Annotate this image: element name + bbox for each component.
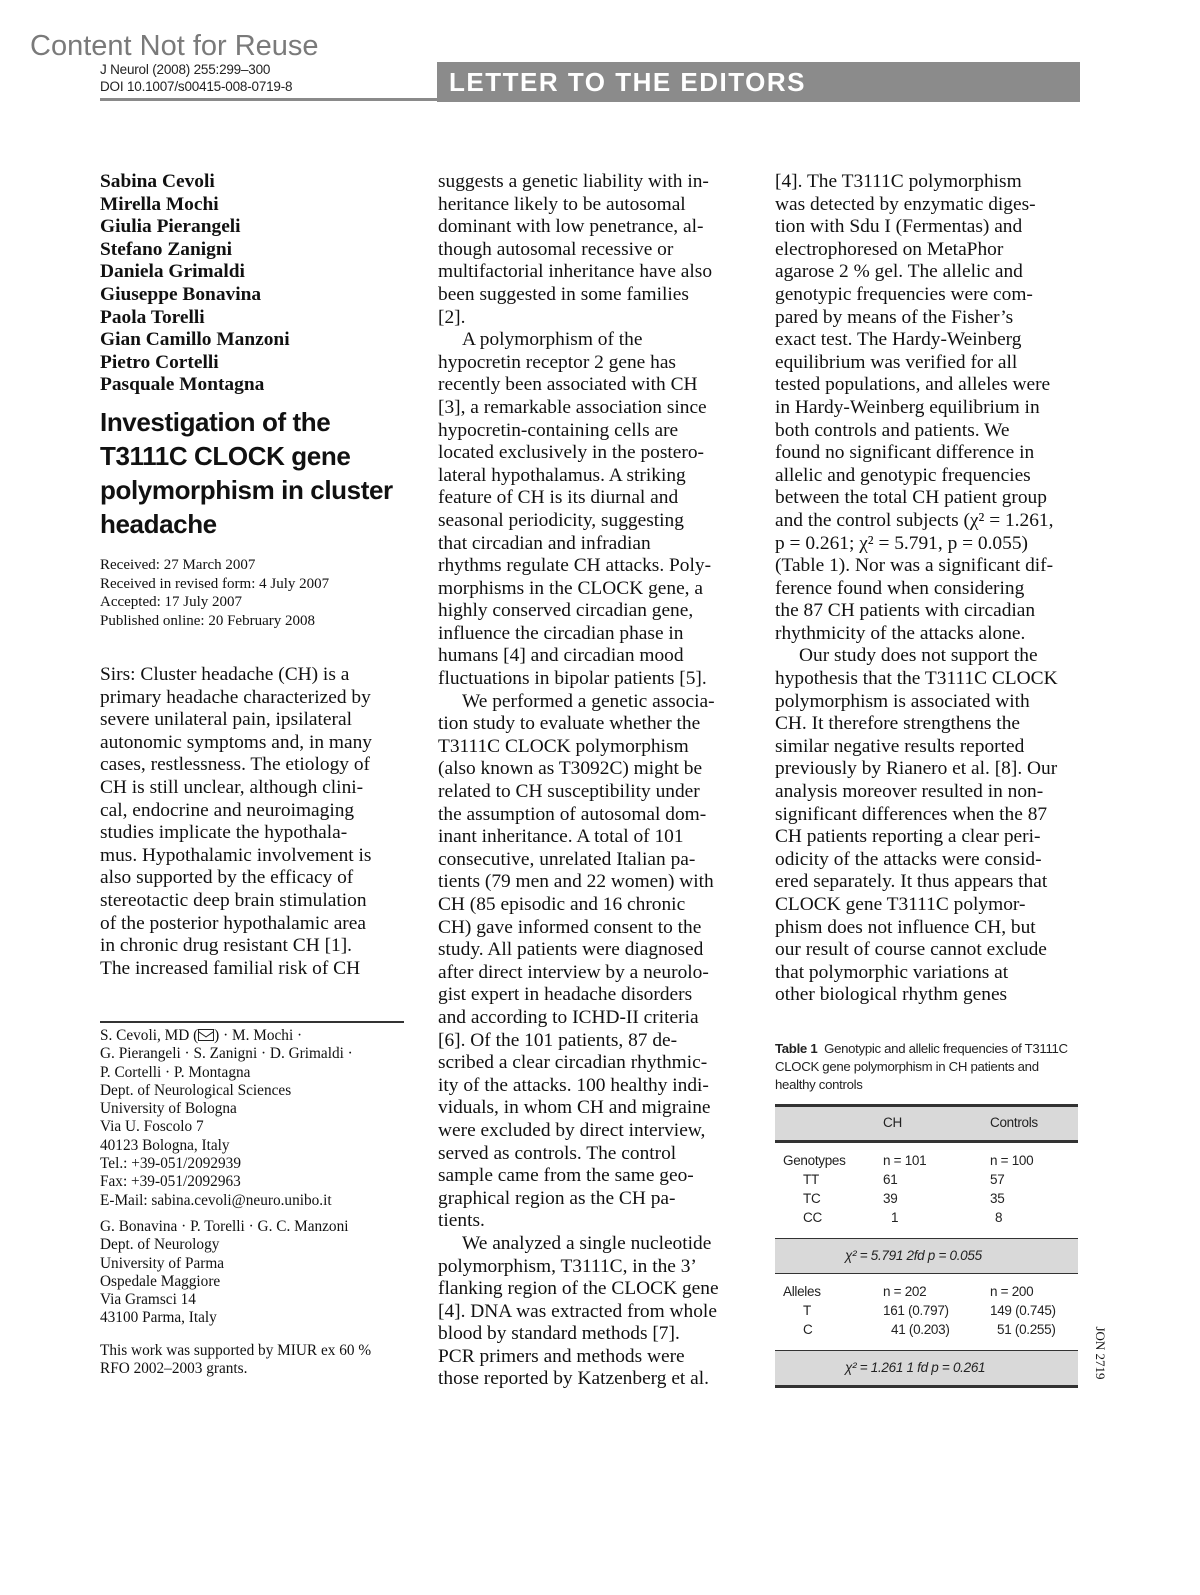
- article-title: [100, 405, 420, 541]
- author-name: Mirella Mochi: [100, 193, 219, 215]
- text-line: A polymorphism of the: [462, 329, 643, 351]
- table-cell: 51 (0.255): [997, 1322, 1056, 1337]
- text-line: of the posterior hypothalamic area: [100, 912, 366, 934]
- author-name: Gian Camillo Manzoni: [100, 329, 290, 351]
- text-line: pared by means of the Fisher’s: [775, 306, 1014, 328]
- author-name: Daniela Grimaldi: [100, 261, 245, 283]
- text-line: CH) gave informed consent to the: [438, 916, 702, 938]
- text-line: [4]. The T3111C polymorphism: [775, 171, 1022, 192]
- text-line: in chronic drug resistant CH [1].: [100, 935, 353, 957]
- text-line: humans [4] and circadian mood: [438, 645, 684, 667]
- text-line: related to CH susceptibility under: [438, 781, 700, 803]
- table-cell: χ² = 1.261 1 fd p = 0.261: [845, 1360, 986, 1375]
- corresponding-author-line: S. Cevoli, MD ( ) · M. Mochi ·: [100, 1027, 303, 1044]
- table-cell: 41 (0.203): [891, 1322, 950, 1337]
- text-line: hypocretin-containing cells are: [438, 419, 679, 441]
- text-line: ity of the attacks. 100 healthy indi-: [438, 1074, 709, 1096]
- text-line: genotypic frequencies were com-: [775, 283, 1033, 305]
- text-line: multifactorial inheritance have also: [438, 261, 713, 283]
- text-line: blood by standard methods [7].: [438, 1323, 680, 1345]
- frequency-table: [775, 1104, 1078, 1388]
- date-line: Published online: 20 February 2008: [100, 612, 315, 629]
- alleles-label: Alleles: [783, 1284, 821, 1299]
- text-line: CH (85 episodic and 16 chronic: [438, 894, 686, 915]
- text-line: dominant with low penetrance, al-: [438, 216, 704, 238]
- doi: DOI 10.1007/s00415-008-0719-8: [100, 79, 293, 94]
- text-line: cases, restlessness. The etiology of: [100, 754, 370, 776]
- body-column-2: [438, 171, 743, 1391]
- table-caption: Table 1 Genotypic and allelic frequencies of T3111C CLOCK gene polymorphism in CH patients and healthy controls: [775, 1041, 1068, 1092]
- title-line: headache: [100, 509, 217, 539]
- text-line: Our study does not support the: [799, 645, 1038, 667]
- table-cell: CC: [803, 1210, 822, 1225]
- alleles-statistic: [775, 1350, 1078, 1388]
- text-line: inant inheritance. A total of 101: [438, 826, 684, 848]
- text-line: and according to ICHD-II criteria: [438, 1006, 699, 1028]
- funding-line: RFO 2002–2003 grants.: [100, 1360, 248, 1378]
- text-line: cal, endocrine and neuroimaging: [100, 799, 355, 821]
- text-line: [3], a remarkable association since: [438, 396, 707, 418]
- table-header: [775, 1104, 1078, 1143]
- text-line: tion with Sdu I (Fermentas) and: [775, 216, 1023, 238]
- text-line: [6]. Of the 101 patients, 87 de-: [438, 1029, 678, 1051]
- title-line: polymorphism in cluster: [100, 475, 393, 505]
- text-line: electrophoresed on MetaPhor: [775, 238, 1004, 260]
- text-line: seasonal periodicity, suggesting: [438, 509, 684, 531]
- text-line: We performed a genetic associa-: [462, 690, 715, 712]
- paragraph: [438, 329, 743, 691]
- text-line: sample came from the same geo-: [438, 1165, 694, 1187]
- text-line: phism does not influence CH, but: [775, 916, 1036, 938]
- column-header-ch: CH: [883, 1115, 902, 1130]
- author-name: Giulia Pierangeli: [100, 216, 241, 238]
- affiliation-line: 43100 Parma, Italy: [100, 1309, 217, 1327]
- affiliation-line: Fax: +39-051/2092963: [100, 1173, 241, 1191]
- text-line: flanking region of the CLOCK gene: [438, 1278, 719, 1300]
- text-line: odicity of the attacks were consid-: [775, 848, 1042, 870]
- text-line: the 87 CH patients with circadian: [775, 600, 1036, 622]
- text-line: morphisms in the CLOCK gene, a: [438, 577, 703, 599]
- affiliation-line: Via U. Foscolo 7: [100, 1118, 204, 1136]
- table-cell: n = 100: [990, 1153, 1034, 1168]
- text-line: rhythms regulate CH attacks. Poly-: [438, 555, 712, 577]
- affiliation-rule: [100, 1021, 404, 1023]
- text-line: in Hardy-Weinberg equilibrium in: [775, 396, 1040, 418]
- body-column-3: [775, 171, 1080, 1007]
- author-name: Stefano Zanigni: [100, 238, 232, 260]
- text-line: gist expert in headache disorders: [438, 984, 693, 1006]
- text-line: PCR primers and methods were: [438, 1345, 685, 1367]
- text-line: studies implicate the hypothala-: [100, 822, 348, 844]
- text-line: Sirs: Cluster headache (CH) is a: [100, 664, 350, 685]
- author-name: Paola Torelli: [100, 306, 205, 328]
- paragraph: [438, 171, 743, 329]
- text-line: that circadian and infradian: [438, 532, 651, 554]
- watermark: Content Not for Reuse: [30, 30, 319, 62]
- text-line: other biological rhythm genes: [775, 984, 1008, 1006]
- text-line: tested populations, and alleles were: [775, 374, 1051, 396]
- text-line: T3111C CLOCK polymorphism: [438, 735, 689, 757]
- side-code: JON 2719: [1093, 1326, 1108, 1380]
- paragraph: [775, 645, 1080, 1007]
- text-line: rhythmicity of the attacks alone.: [775, 622, 1026, 644]
- column-header-controls: Controls: [990, 1115, 1038, 1130]
- text-line: CH. It therefore strengthens the: [775, 713, 1020, 735]
- text-line: significant differences when the 87: [775, 803, 1048, 825]
- text-line: stereotactic deep brain stimulation: [100, 889, 367, 911]
- alleles-block: [775, 1274, 1078, 1350]
- date-line: Accepted: 17 July 2007: [100, 594, 243, 610]
- affiliation-line: Dept. of Neurological Sciences: [100, 1081, 292, 1099]
- text-line: tients (79 men and 22 women) with: [438, 871, 714, 893]
- text-line: p = 0.261; χ² = 5.791, p = 0.055): [775, 532, 1028, 554]
- title-line: Investigation of the: [100, 407, 331, 437]
- text-line: suggests a genetic liability with in-: [438, 171, 709, 192]
- author-list: [100, 171, 420, 397]
- affiliations: [100, 1027, 371, 1378]
- table-cell: 161 (0.797): [883, 1303, 949, 1318]
- text-line: We analyzed a single nucleotide: [462, 1232, 712, 1254]
- text-line: our result of course cannot exclude: [775, 939, 1047, 961]
- affiliation-line: Ospedale Maggiore: [100, 1272, 221, 1290]
- header-rule: [100, 98, 440, 101]
- text-line: and the control subjects (χ² = 1.261,: [775, 509, 1054, 531]
- text-line: that polymorphic variations at: [775, 961, 1009, 983]
- genotypes-statistic: [775, 1238, 1078, 1274]
- journal-citation: J Neurol (2008) 255:299–300: [100, 62, 271, 77]
- date-line: Received in revised form: 4 July 2007: [100, 575, 330, 592]
- text-line: primary headache characterized by: [100, 686, 371, 708]
- text-line: between the total CH patient group: [775, 487, 1047, 509]
- affiliation-line: Dept. of Neurology: [100, 1236, 220, 1254]
- date-line: Received: 27 March 2007: [100, 557, 256, 573]
- text-line: though autosomal recessive or: [438, 238, 674, 260]
- text-line: were excluded by direct interview,: [438, 1119, 706, 1141]
- text-line: hypothesis that the T3111C CLOCK: [775, 668, 1058, 690]
- text-line: found no significant difference in: [775, 442, 1035, 464]
- text-line: was detected by enzymatic diges-: [775, 193, 1036, 215]
- text-line: [4]. DNA was extracted from whole: [438, 1300, 717, 1322]
- text-line: feature of CH is its diurnal and: [438, 487, 679, 509]
- text-line: both controls and patients. We: [775, 419, 1010, 441]
- affiliation-line: Via Gramsci 14: [100, 1291, 196, 1309]
- text-line: also supported by the efficacy of: [100, 867, 354, 889]
- table-cell: 39: [883, 1191, 898, 1206]
- text-line: equilibrium was verified for all: [775, 351, 1018, 373]
- table-cell: 1: [891, 1210, 899, 1225]
- text-line: located exclusively in the postero-: [438, 442, 704, 464]
- text-line: tion study to evaluate whether the: [438, 713, 701, 735]
- affiliation-line: P. Cortelli · P. Montagna: [100, 1063, 251, 1081]
- title-line: T3111C CLOCK gene: [100, 441, 351, 471]
- text-line: allelic and genotypic frequencies: [775, 464, 1031, 486]
- text-line: severe unilateral pain, ipsilateral: [100, 709, 352, 731]
- text-line: (Table 1). Nor was a significant dif-: [775, 555, 1054, 577]
- table-cell: 149 (0.745): [990, 1303, 1056, 1318]
- genotypes-block: [775, 1143, 1078, 1238]
- funding-line: This work was supported by MIUR ex 60 %: [100, 1341, 372, 1359]
- text-line: influence the circadian phase in: [438, 622, 684, 644]
- affiliation-line: G. Pierangeli · S. Zanigni · D. Grimaldi ·: [100, 1045, 353, 1063]
- table-cell: χ² = 5.791 2fd p = 0.055: [845, 1248, 982, 1263]
- text-line: fluctuations in bipolar patients [5].: [438, 668, 707, 690]
- text-line: tients.: [438, 1210, 485, 1232]
- affiliation-line: Tel.: +39-051/2092939: [100, 1155, 241, 1173]
- text-line: agarose 2 % gel. The allelic and: [775, 261, 1023, 283]
- author-name: Giuseppe Bonavina: [100, 283, 262, 305]
- text-line: viduals, in whom CH and migraine: [438, 1097, 711, 1119]
- table-cell: TC: [803, 1191, 821, 1206]
- table-cell: 35: [990, 1191, 1005, 1206]
- text-line: consecutive, unrelated Italian pa-: [438, 848, 696, 870]
- journal-reference: [100, 61, 292, 95]
- text-line: scribed a clear circadian rhythmic-: [438, 1052, 708, 1074]
- text-line: hypocretin receptor 2 gene has: [438, 351, 676, 373]
- section-banner: LETTER TO THE EDITORS: [437, 62, 1080, 102]
- text-line: served as controls. The control: [438, 1142, 677, 1164]
- table-cell: n = 101: [883, 1153, 927, 1168]
- text-line: the assumption of autosomal dom-: [438, 803, 707, 825]
- table-cell: 57: [990, 1172, 1005, 1187]
- paragraph: [438, 1233, 743, 1391]
- table-cell: n = 202: [883, 1284, 927, 1299]
- text-line: [2].: [438, 306, 466, 328]
- text-line: ference found when considering: [775, 577, 1025, 599]
- table-cell: 61: [883, 1172, 898, 1187]
- author-name: Sabina Cevoli: [100, 171, 215, 192]
- affiliation-line: G. Bonavina · P. Torelli · G. C. Manzoni: [100, 1217, 349, 1235]
- envelope-icon: [198, 1029, 214, 1041]
- table-cell: T: [803, 1303, 811, 1318]
- body-column-1: [100, 664, 410, 980]
- text-line: highly conserved circadian gene,: [438, 600, 694, 622]
- text-line: The increased familial risk of CH: [100, 957, 361, 979]
- text-line: previously by Rianero et al. [8]. Our: [775, 758, 1058, 780]
- text-line: CH is still unclear, although clini-: [100, 776, 364, 798]
- affiliation-line: E-Mail: sabina.cevoli@neuro.unibo.it: [100, 1191, 332, 1209]
- text-line: been suggested in some families: [438, 283, 689, 305]
- text-line: (also known as T3092C) might be: [438, 758, 703, 780]
- table-cell: n = 200: [990, 1284, 1034, 1299]
- author-name: Pasquale Montagna: [100, 374, 265, 396]
- text-line: mus. Hypothalamic involvement is: [100, 844, 372, 866]
- text-line: CLOCK gene T3111C polymor-: [775, 894, 1026, 915]
- genotypes-label: Genotypes: [783, 1153, 846, 1168]
- text-line: exact test. The Hardy-Weinberg: [775, 329, 1022, 351]
- affiliation-line: 40123 Bologna, Italy: [100, 1136, 230, 1154]
- text-line: similar negative results reported: [775, 735, 1025, 757]
- text-line: polymorphism is associated with: [775, 690, 1030, 712]
- affiliation-line: University of Parma: [100, 1254, 225, 1272]
- text-line: after direct interview by a neurolo-: [438, 961, 709, 983]
- table-cell: C: [803, 1322, 813, 1337]
- text-line: study. All patients were diagnosed: [438, 939, 704, 961]
- funding-note: [100, 1342, 371, 1379]
- paragraph: [775, 171, 1080, 645]
- text-line: autonomic symptoms and, in many: [100, 731, 372, 753]
- paragraph: [438, 691, 743, 1233]
- text-line: heritance likely to be autosomal: [438, 193, 686, 215]
- text-line: ered separately. It thus appears that: [775, 871, 1048, 893]
- publication-dates: [100, 556, 329, 630]
- text-line: CH patients reporting a clear peri-: [775, 826, 1041, 848]
- table-cell: 8: [995, 1210, 1003, 1225]
- table-cell: TT: [803, 1172, 819, 1187]
- text-line: graphical region as the CH pa-: [438, 1187, 676, 1209]
- affiliation-line: University of Bologna: [100, 1100, 237, 1118]
- text-line: recently been associated with CH: [438, 374, 698, 396]
- text-line: polymorphism, T3111C, in the 3’: [438, 1255, 697, 1277]
- text-line: those reported by Katzenberg et al.: [438, 1368, 710, 1390]
- text-line: lateral hypothalamus. A striking: [438, 464, 686, 486]
- text-line: analysis moreover resulted in non-: [775, 781, 1044, 803]
- table-label: Table 1: [775, 1041, 818, 1056]
- author-name: Pietro Cortelli: [100, 351, 219, 373]
